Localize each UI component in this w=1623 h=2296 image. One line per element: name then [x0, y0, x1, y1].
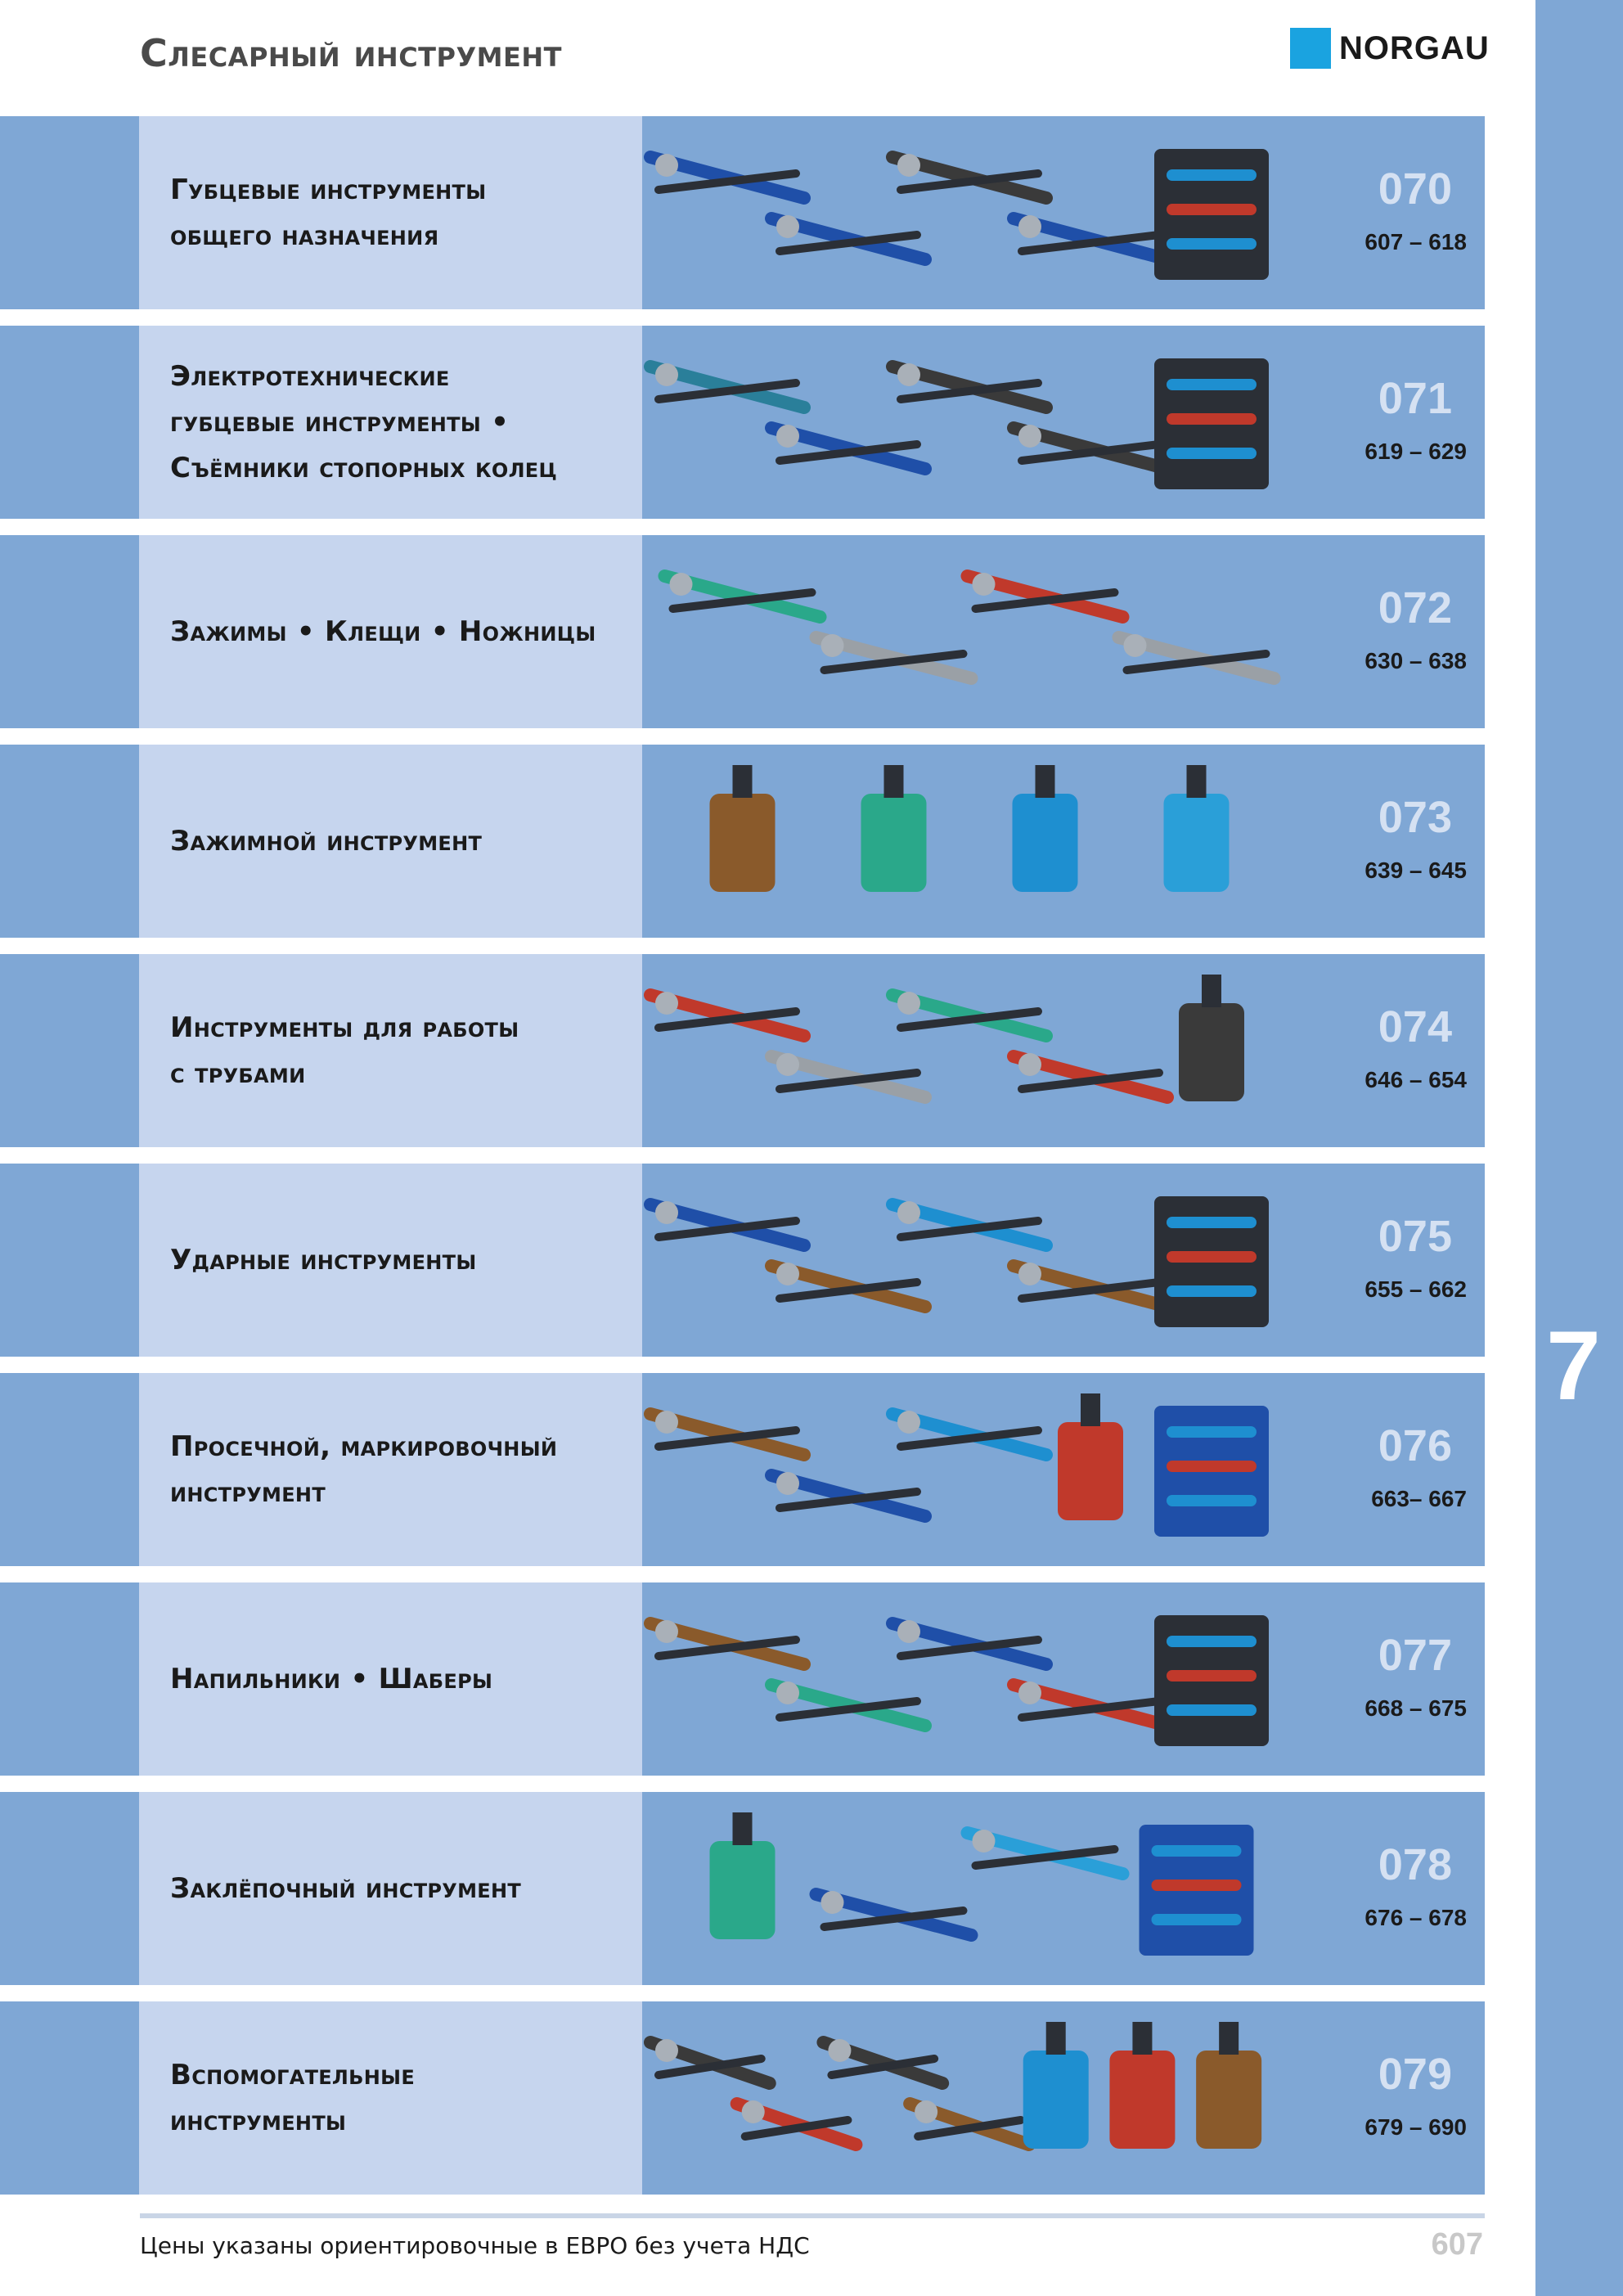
tool-illustrations [642, 2001, 1485, 2195]
tweezers-icon [737, 2100, 856, 2145]
category-title-line: общего назначения [170, 219, 439, 252]
logo-text: NORGAU [1339, 29, 1490, 66]
led-floodlight-icon [1109, 2022, 1175, 2149]
category-title [170, 1582, 628, 1776]
row-color-stripe [0, 535, 139, 728]
hammer-icon [650, 1201, 804, 1245]
pneumatic-riveter-icon [710, 1812, 776, 1939]
section-code: 078 [1378, 1840, 1452, 1889]
category-title [170, 2001, 628, 2195]
page-range: 679 – 690 [1364, 2114, 1467, 2140]
category-title-line: инструмент [170, 1476, 326, 1509]
category-row[interactable] [0, 116, 1485, 309]
row-color-stripe [0, 1792, 139, 1985]
category-title [170, 116, 628, 309]
row-image-panel [642, 2001, 1485, 2195]
crimper-icon [892, 363, 1046, 407]
row-image-panel [642, 1792, 1485, 1985]
category-row[interactable] [0, 1582, 1485, 1776]
tube-cutter-icon [1014, 1053, 1167, 1097]
press-punch-icon [1058, 1393, 1123, 1520]
footer-rule [140, 2213, 1485, 2218]
file-set-icon [1154, 1615, 1269, 1746]
pliers-icon [650, 154, 804, 198]
logo-square-icon [1290, 28, 1331, 69]
category-row[interactable] [0, 1792, 1485, 1985]
row-image-panel [642, 1164, 1485, 1357]
oil-can-icon [1196, 2022, 1261, 2149]
page-range: 668 – 675 [1364, 1695, 1467, 1721]
page-range: 663– 667 [1371, 1486, 1467, 1511]
category-title [170, 1164, 628, 1357]
scriber-icon [650, 1411, 804, 1455]
category-title-line: Зажимы • Клещи • Ножницы [170, 615, 596, 648]
wire-stripper-icon [1014, 425, 1167, 469]
section-code: 074 [1378, 1002, 1452, 1051]
category-title [170, 1373, 628, 1566]
bolt-cutter-icon [816, 634, 972, 678]
cable-cutter-icon [771, 425, 925, 469]
category-title-line: губцевые инструменты • [170, 406, 510, 439]
tool-illustrations [642, 1792, 1485, 1985]
row-image-panel [642, 326, 1485, 519]
inspection-lamp-icon [1023, 2022, 1089, 2149]
chisel-set-icon [1154, 1196, 1269, 1327]
page-range: 676 – 678 [1364, 1905, 1467, 1930]
row-image-panel [642, 116, 1485, 309]
category-title [170, 745, 628, 938]
category-title-line: Инструменты для работы [170, 1011, 519, 1044]
locking-pliers-icon [968, 573, 1123, 617]
row-color-stripe [0, 326, 139, 519]
tool-illustrations [642, 1373, 1485, 1566]
scraper-icon [650, 1620, 804, 1664]
section-code: 077 [1378, 1631, 1452, 1680]
chapter-side-strip [1524, 0, 1623, 2296]
category-title-line: Ударные инструменты [170, 1244, 477, 1276]
row-image-panel [642, 1373, 1485, 1566]
page-range: 646 – 654 [1364, 1067, 1467, 1092]
long-nose-pliers-icon [892, 154, 1046, 198]
section-code: 073 [1378, 793, 1452, 842]
section-code: 071 [1378, 374, 1452, 423]
tool-illustrations [642, 1164, 1485, 1357]
tool-illustrations [642, 1582, 1485, 1776]
section-code: 070 [1378, 164, 1452, 214]
corner-clamp-icon [1013, 765, 1078, 892]
section-code: 072 [1378, 583, 1452, 633]
hacksaw-icon [910, 2100, 1029, 2145]
soft-face-mallet-icon [1014, 1263, 1167, 1307]
side-cutters-icon [650, 363, 804, 407]
page-number: 607 [1431, 2227, 1483, 2262]
row-color-stripe [0, 1164, 139, 1357]
tool-illustrations [642, 326, 1485, 519]
section-code: 079 [1378, 2050, 1452, 2099]
row-image-panel [642, 535, 1485, 728]
page-range: 639 – 645 [1364, 858, 1467, 883]
category-title [170, 535, 628, 728]
footer-price-note: Цены указаны ориентировочные в ЕВРО без учета НДС [140, 2232, 810, 2259]
row-color-stripe [0, 1582, 139, 1776]
hand-riveter-icon [816, 1891, 972, 1935]
category-row[interactable] [0, 535, 1485, 728]
page-range: 655 – 662 [1364, 1276, 1467, 1302]
aviation-snips-icon [1119, 634, 1275, 678]
category-title-line: Просечной, маркировочный [170, 1430, 558, 1463]
row-image-panel [642, 745, 1485, 938]
category-row[interactable] [0, 1373, 1485, 1566]
lever-riveter-icon [968, 1830, 1123, 1874]
row-color-stripe [0, 2001, 139, 2195]
page-range: 630 – 638 [1364, 648, 1467, 673]
tool-illustrations [642, 116, 1485, 309]
category-title-line: Зажимной инструмент [170, 825, 483, 858]
category-title [170, 954, 628, 1147]
row-color-stripe [0, 1373, 139, 1566]
row-image-panel [642, 1582, 1485, 1776]
deburring-tool-icon [771, 1681, 925, 1726]
category-title-line: инструменты [170, 2105, 347, 2137]
parallel-clamp-icon [861, 765, 927, 892]
category-row[interactable] [0, 954, 1485, 1147]
page-title: Слесарный инструмент [140, 31, 562, 75]
pipe-stand-icon [1179, 975, 1244, 1101]
water-pump-pliers-icon [665, 573, 820, 617]
pry-bar-icon [823, 2039, 942, 2083]
tube-bender-icon [771, 1053, 925, 1097]
bench-vise-icon [1164, 765, 1230, 892]
category-row[interactable] [0, 1164, 1485, 1357]
category-title-line: Электротехнические [170, 360, 450, 393]
punch-pliers-icon [892, 1411, 1046, 1455]
row-color-stripe [0, 954, 139, 1147]
tool-illustrations [642, 745, 1485, 938]
row-color-stripe [0, 116, 139, 309]
circlip-pliers-set-icon [1154, 358, 1269, 489]
category-title-line: Вспомогательные [170, 2059, 416, 2091]
category-title-line: с трубами [170, 1057, 306, 1090]
section-code: 076 [1378, 1421, 1452, 1470]
f-clamp-icon [710, 765, 776, 892]
letter-punch-set-icon [1154, 1406, 1269, 1537]
brand-logo [1290, 27, 1490, 70]
utility-knife-icon [650, 2039, 770, 2083]
hollow-punch-icon [771, 1472, 925, 1516]
category-row[interactable] [0, 745, 1485, 938]
side-cutters-icon [771, 215, 925, 259]
flat-file-icon [892, 1620, 1046, 1664]
category-title [170, 1792, 628, 1985]
pipe-wrench-icon [650, 992, 804, 1036]
sledge-hammer-icon [771, 1263, 925, 1307]
row-color-stripe [0, 745, 139, 938]
category-title-line: Губцевые инструменты [170, 173, 487, 206]
pliers-set-case-icon [1154, 149, 1269, 280]
tool-illustrations [642, 954, 1485, 1147]
category-title-line: Заклёпочный инструмент [170, 1872, 522, 1905]
category-title-line: Напильники • Шаберы [170, 1663, 493, 1695]
category-row[interactable] [0, 2001, 1485, 2195]
category-row[interactable] [0, 326, 1485, 519]
pipe-cutter-icon [892, 992, 1046, 1036]
section-code: 075 [1378, 1212, 1452, 1261]
category-title [170, 326, 628, 519]
page-range: 619 – 629 [1364, 439, 1467, 464]
crimping-pliers-icon [1014, 215, 1167, 259]
page-range: 607 – 618 [1364, 229, 1467, 254]
category-title-line: Съёмники стопорных колец [170, 452, 558, 484]
tool-illustrations [642, 535, 1485, 728]
row-image-panel [642, 954, 1485, 1147]
center-punch-icon [892, 1201, 1046, 1245]
side-strip-gap [1524, 0, 1535, 2296]
chapter-number: 7 [1546, 1311, 1601, 1420]
riveter-case-icon [1140, 1825, 1254, 1956]
file-handle-icon [1014, 1681, 1167, 1726]
